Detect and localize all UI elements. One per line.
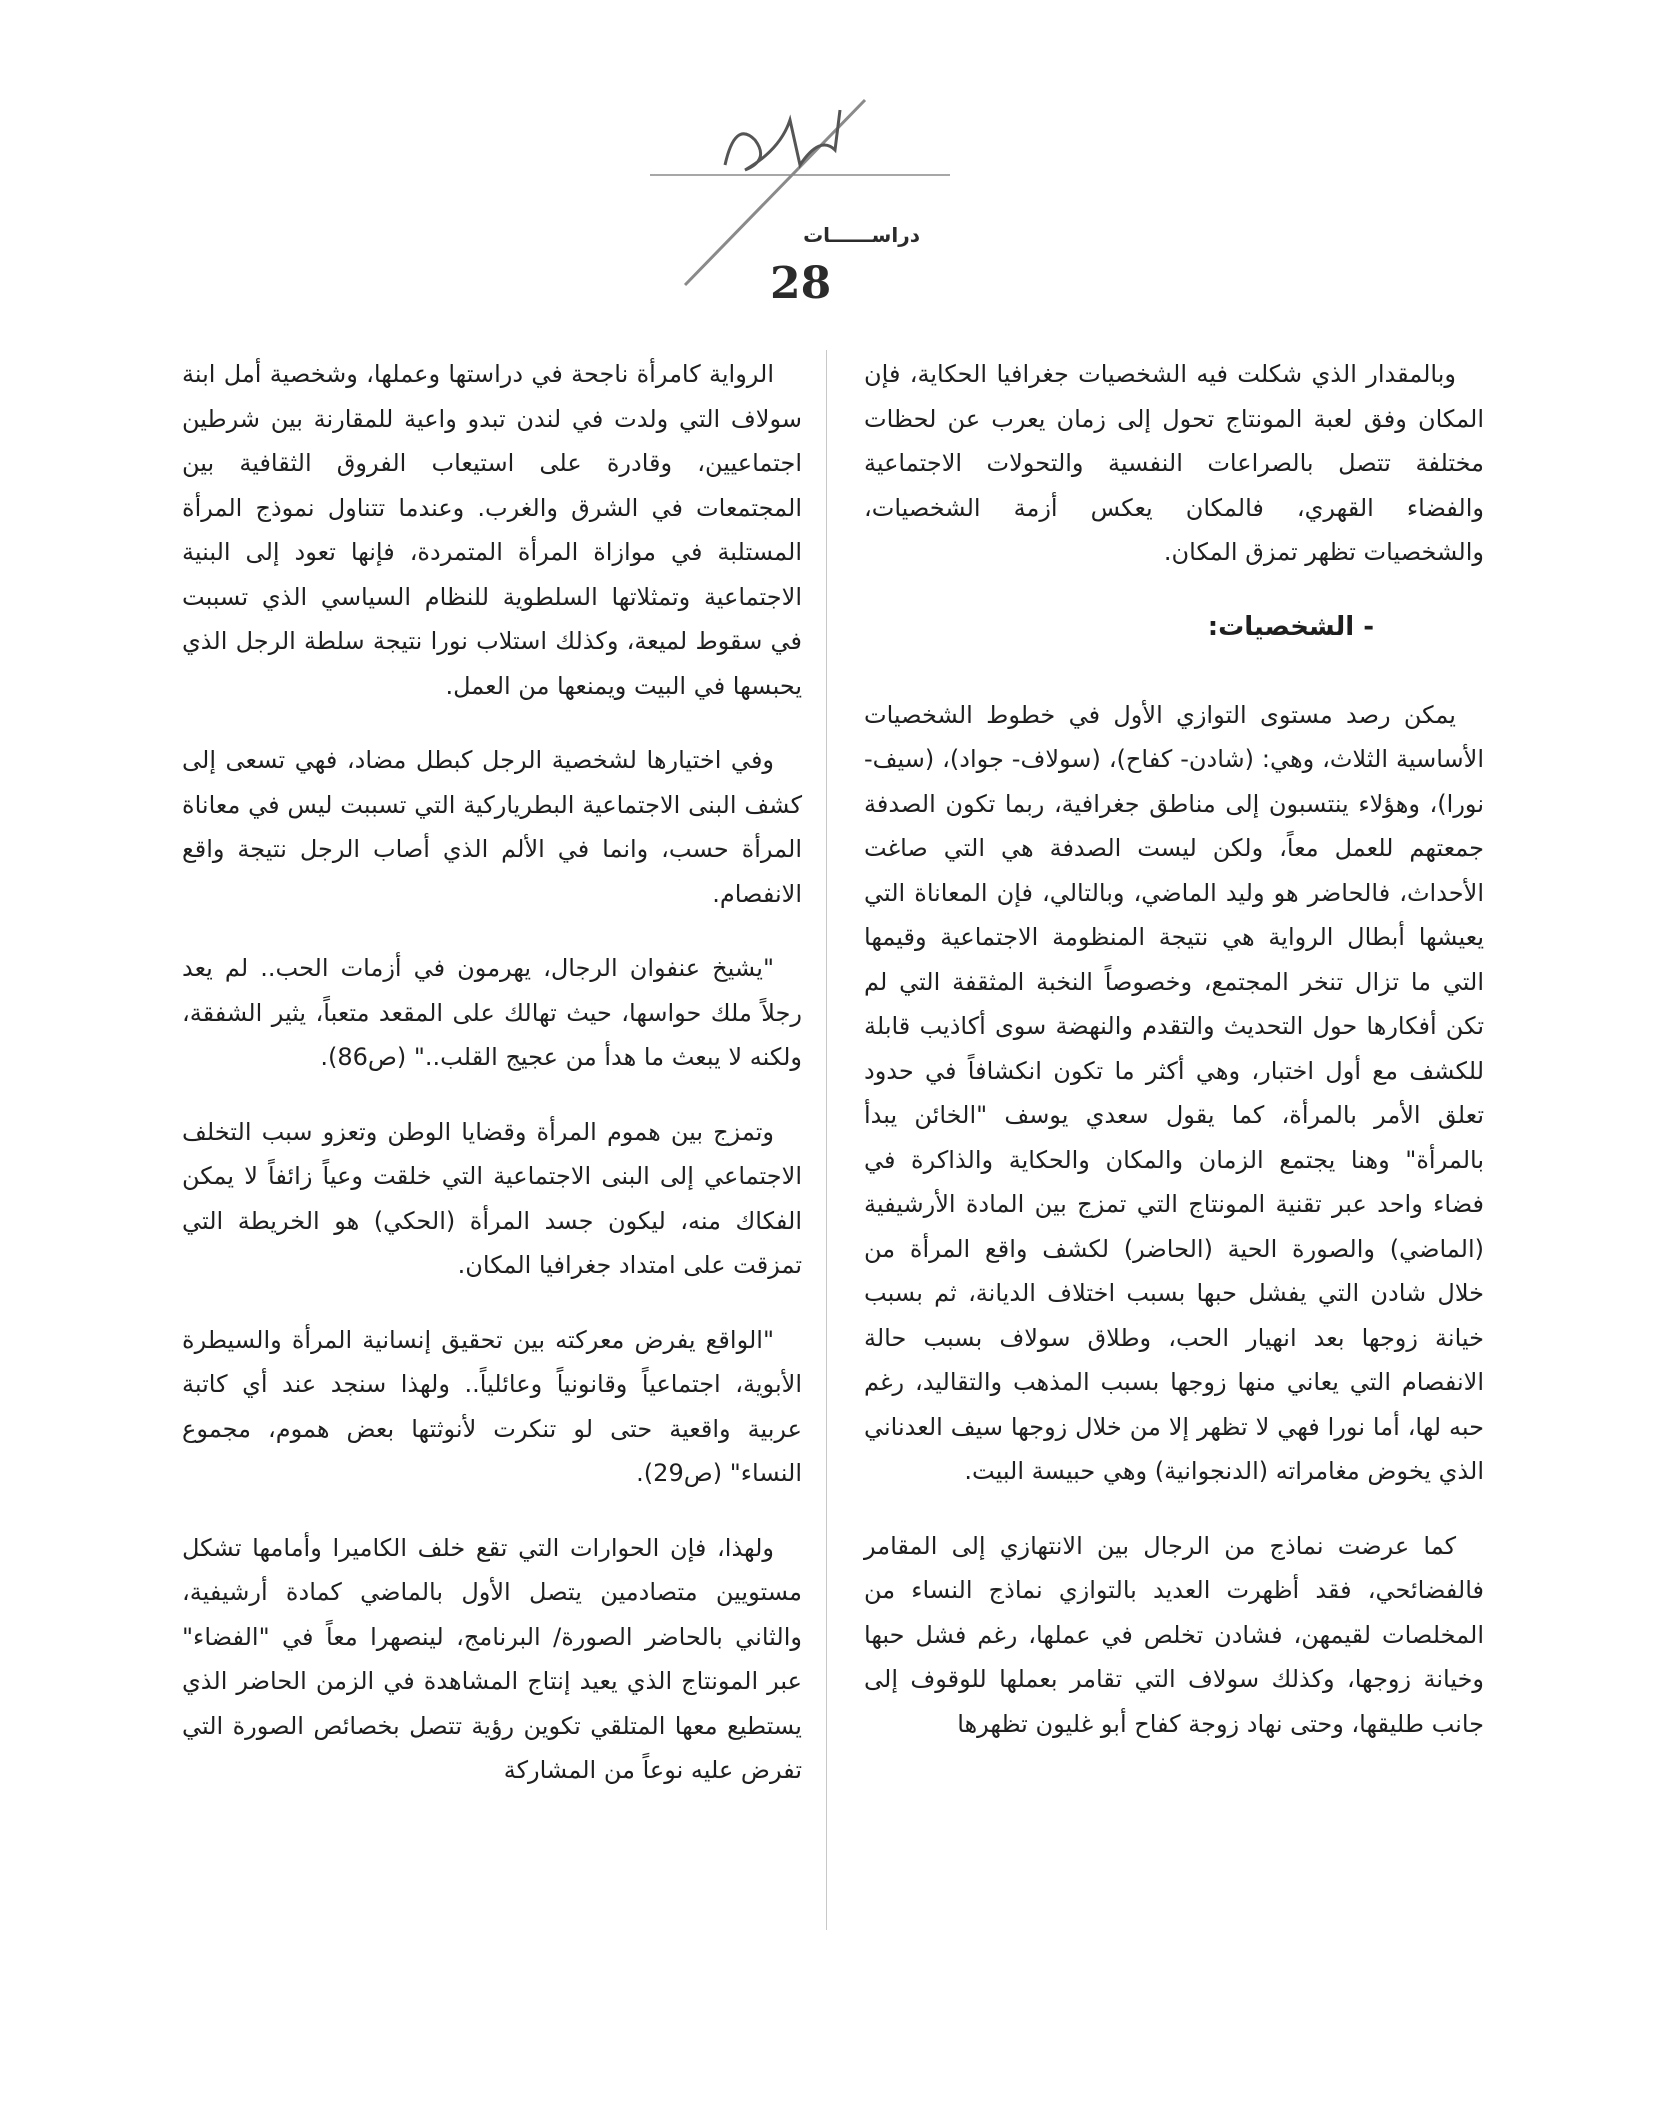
- paragraph: وفي اختيارها لشخصية الرجل كبطل مضاد، فهي تسعى إلى كشف البنى الاجتماعية البطرياركية التي تسببت ليس في معاناة المرأة حسب، وانما في الألم الذي أصاب الرجل نتيجة واقع الانفصام.: [182, 746, 802, 908]
- paragraph: الرواية كامرأة ناجحة في دراستها وعملها، وشخصية أمل ابنة سولاف التي ولدت في لندن تبدو واعية للمقارنة بين شرطين اجتماعيين، وقادرة على استيعاب الفروق الثقافية بين المجتمعات في الشرق والغرب. وعندما تتناول نموذج المرأة المستلبة في موازاة المرأة المتمردة، فإنها تعود إلى البنية الاجتماعية وتمثلاتها السلطوية للنظام السياسي الذي تسببت في سقوط لميعة، وكذلك استلاب نورا نتيجة سلطة الرجل الذي يحبسها في البيت ويمنعها من العمل.: [182, 360, 802, 700]
- section-label: دراســــــات: [803, 223, 920, 247]
- paragraph: ولهذا، فإن الحوارات التي تقع خلف الكاميرا وأمامها تشكل مستويين متصادمين يتصل الأول بالماضي كمادة أرشيفية، والثاني بالحاضر الصورة/ البرنامج، لينصهرا معاً في "الفضاء" عبر المونتاج الذي يعيد إنتاج المشاهدة في الزمن الحاضر الذي يستطيع معها المتلقي تكوين رؤية تتصل بخصائص الصورة التي تفرض عليه نوعاً من المشاركة: [182, 1533, 802, 1784]
- quote-paragraph: "الواقع يفرض معركته بين تحقيق إنسانية المرأة والسيطرة الأبوية، اجتماعياً وقانونياً وعائلياً.. ولهذا سنجد عند أي كاتبة عربية واقعية حتى لو تنكرت لأنوثتها بعض هموم، مجموع النساء" (ص29).: [182, 1325, 802, 1487]
- left-column: [182, 352, 802, 1823]
- paragraph: وتمزج بين هموم المرأة وقضايا الوطن وتعزو سبب التخلف الاجتماعي إلى البنى الاجتماعية التي خلقت وعياً زائفاً لا يمكن الفكاك منه، ليكون جسد المرأة (الحكي) هو الخريطة التي تمزقت على امتداد جغرافيا المكان.: [182, 1117, 802, 1279]
- right-column: [864, 352, 1484, 1776]
- paragraph: كما عرضت نماذج من الرجال بين الانتهازي إلى المقامر فالفضائحي، فقد أظهرت العديد بالتوازي نماذج النساء من المخلصات لقيمهن، فشادن تخلص في عملها، رغم فشل حبها وخيانة زوجها، وكذلك سولاف التي تقامر بعملها للوقوف إلى جانب طليقها، وحتى نهاد زوجة كفاح أبو غليون تظهرها: [864, 1531, 1484, 1738]
- quote-paragraph: "يشيخ عنفوان الرجال، يهرمون في أزمات الحب.. لم يعد رجلاً ملك حواسها، حيث تهالك على المقعد متعباً، يثير الشفقة، ولكنه لا يبعث ما هدأ من عجيج القلب.." (ص86).: [182, 954, 802, 1071]
- paragraph: يمكن رصد مستوى التوازي الأول في خطوط الشخصيات الأساسية الثلاث، وهي: (شادن- كفاح)، (سولاف- جواد)، (سيف- نورا)، وهؤلاء ينتسبون إلى مناطق جغرافية، ربما تكون الصدفة جمعتهم للعمل معاً، ولكن ليست الصدفة هي التي صاغت الأحداث، فالحاضر هو وليد الماضي، وبالتالي، فإن المعاناة التي يعيشها أبطال الرواية هي نتيجة المنظومة الاجتماعية وقيمها التي ما تزال تنخر المجتمع، وخصوصاً النخبة المثقفة التي لم تكن أفكارها حول التحديث والتقدم والنهضة سوى أكاذيب قابلة للكشف مع أول اختبار، وهي أكثر ما تكون انكشافاً في حدود تعلق الأمر بالمرأة، كما يقول سعدي يوسف "الخائن يبدأ بالمرأة" وهنا يجتمع الزمان والمكان والحكاية والذاكرة في فضاء واحد عبر تقنية المونتاج التي تمزج بين المادة الأرشيفية (الماضي) والصورة الحية (الحاضر) لكشف واقع المرأة من خلال شادن التي يفشل حبها بسبب اختلاف الديانة، ثم بسبب خيانة زوجها بعد انهيار الحب، وطلاق سولاف بسبب حالة الانفصام التي يعاني منها زوجها بسبب المذهب والتقاليد، رغم حبه لها، أما نورا فهي لا تظهر إلا من خلال زوجها سيف العدناني الذي يخوض مغامراته (الدنجوانية) وهي حبيسة البيت.: [864, 700, 1484, 1485]
- column-divider: [826, 350, 827, 1930]
- page-number: 28: [770, 258, 832, 309]
- section-heading: - الشخصيات:: [1207, 611, 1374, 642]
- masthead: [650, 80, 950, 309]
- paragraph: وبالمقدار الذي شكلت فيه الشخصيات جغرافيا الحكاية، فإن المكان وفق لعبة المونتاج تحول إلى زمان يعرب عن لحظات مختلفة تتصل بالصراعات النفسية والتحولات الاجتماعية والفضاء القهري، فالمكان يعكس أزمة الشخصيات، والشخصيات تظهر تمزق المكان.: [864, 360, 1484, 566]
